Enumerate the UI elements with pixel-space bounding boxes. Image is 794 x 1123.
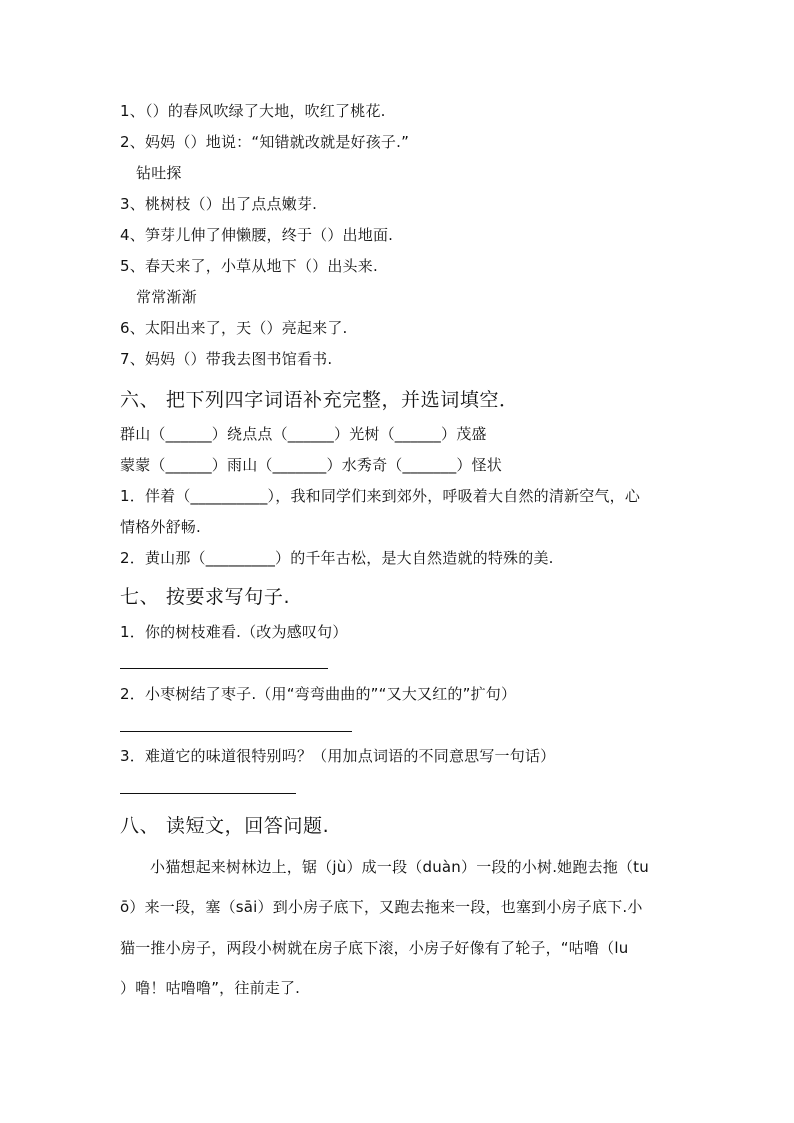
s5-item-1: 1、（）的春风吹绿了大地，吹红了桃花. — [120, 102, 386, 120]
s6-word-row-2: 蒙蒙（______）雨山（_______）水秀奇（_______）怪状 — [120, 456, 503, 474]
passage-line-1: 小猫想起来树林边上，锯（jù）成一段（duàn）一段的小树.她跑去拖（tu — [150, 858, 649, 876]
s5-item-3: 3、桃树枝（）出了点点嫩芽. — [120, 195, 318, 213]
word-bank-2: 常常渐渐 — [136, 288, 197, 306]
answer-line-3[interactable] — [120, 793, 296, 794]
s7-question-1: 1．你的树枝难看.（改为感叹句） — [120, 623, 348, 641]
s5-item-2: 2、妈妈（）地说：“知错就改就是好孩子.” — [120, 133, 410, 151]
s6-question-2: 2．黄山那（_________）的千年古松，是大自然造就的特殊的美. — [120, 549, 554, 567]
passage-line-3: 猫一推小房子，两段小树就在房子底下滚，小房子好像有了轮子，“咕噜（lu — [120, 939, 629, 957]
section-7-heading: 七、 按要求写句子. — [120, 586, 291, 608]
s5-item-4: 4、笋芽儿伸了伸懒腰，终于（）出地面. — [120, 226, 394, 244]
s7-question-2: 2．小枣树结了枣子.（用“弯弯曲曲的”“又大又红的”扩句） — [120, 685, 517, 703]
s6-word-row-1: 群山（______）绕点点（______）光树（______）茂盛 — [120, 425, 487, 443]
word-bank-1: 钻吐探 — [136, 164, 182, 182]
passage-line-4: ）噜！咕噜噜”，往前走了. — [120, 979, 301, 997]
answer-line-2[interactable] — [120, 731, 352, 732]
passage-line-2: ō）来一段，塞（sāi）到小房子底下，又跑去拖来一段，也塞到小房子底下.小 — [120, 898, 643, 916]
answer-line-1[interactable] — [120, 668, 328, 669]
section-6-heading: 六、 把下列四字词语补充完整，并选词填空． — [120, 389, 519, 411]
s5-item-6: 6、太阳出来了，天（）亮起来了. — [120, 319, 348, 337]
s6-question-1-line-2: 情格外舒畅. — [120, 518, 201, 536]
s7-question-3: 3．难道它的味道很特别吗？（用加点词语的不同意思写一句话） — [120, 747, 556, 765]
s5-item-5: 5、春天来了，小草从地下（）出头来. — [120, 257, 378, 275]
s5-item-7: 7、妈妈（）带我去图书馆看书. — [120, 350, 333, 368]
section-8-heading: 八、 读短文，回答问题. — [120, 815, 330, 837]
s6-question-1-line-1: 1．伴着（__________），我和同学们来到郊外，呼吸着大自然的清新空气，心 — [120, 487, 641, 505]
